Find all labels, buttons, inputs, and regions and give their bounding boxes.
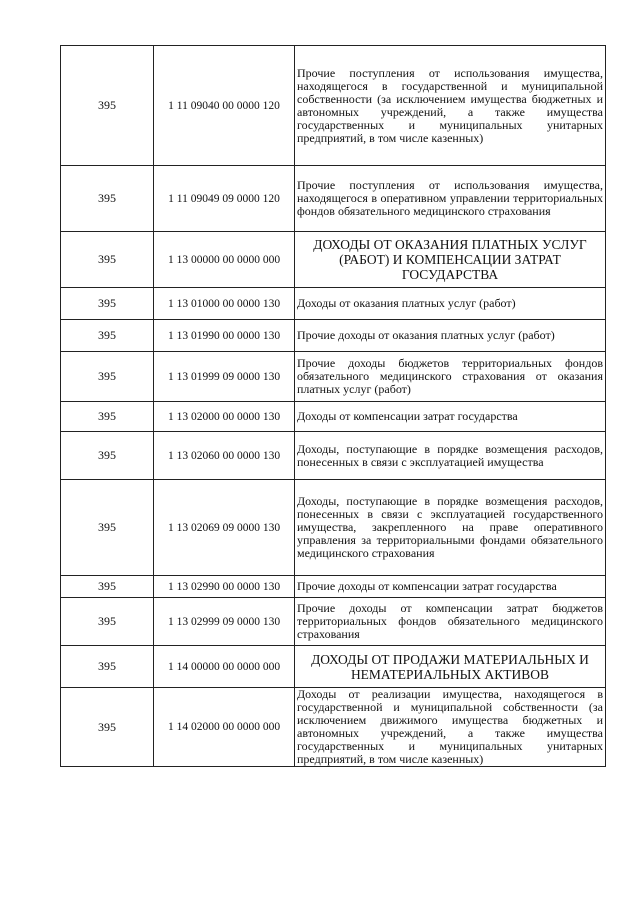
table-row: [61, 688, 606, 767]
budget-code-cell: 1 13 02990 00 0000 130: [154, 576, 295, 598]
section-heading-cell: ДОХОДЫ ОТ ПРОДАЖИ МАТЕРИАЛЬНЫХ И НЕМАТЕРИАЛЬНЫХ АКТИВОВ: [295, 646, 606, 688]
admin-code-cell: 395: [61, 288, 154, 320]
budget-code-cell: 1 14 02000 00 0000 000: [154, 688, 295, 767]
budget-code-cell: 1 11 09049 09 0000 120: [154, 166, 295, 232]
table-row: [61, 576, 606, 598]
income-name-cell: Прочие поступления от использования имущества, находящегося в оперативном управлении территориальных фондов обязательного медицинского страхования: [295, 166, 606, 232]
admin-code-cell: 395: [61, 232, 154, 288]
table-row: [61, 480, 606, 576]
table-row: [61, 46, 606, 166]
budget-code-cell: 1 13 02999 09 0000 130: [154, 598, 295, 646]
table-row: [61, 352, 606, 402]
income-name-cell: Доходы от оказания платных услуг (работ): [295, 288, 606, 320]
table-body: [61, 46, 606, 767]
table-row: [61, 402, 606, 432]
admin-code-cell: 395: [61, 352, 154, 402]
section-heading-cell: ДОХОДЫ ОТ ОКАЗАНИЯ ПЛАТНЫХ УСЛУГ (РАБОТ) И КОМПЕНСАЦИИ ЗАТРАТ ГОСУДАРСТВА: [295, 232, 606, 288]
budget-code-cell: 1 13 01999 09 0000 130: [154, 352, 295, 402]
budget-code-cell: 1 13 00000 00 0000 000: [154, 232, 295, 288]
admin-code-cell: 395: [61, 688, 154, 767]
income-name-cell: Доходы, поступающие в порядке возмещения расходов, понесенных в связи с эксплуатацией имущества: [295, 432, 606, 480]
table-row: [61, 320, 606, 352]
admin-code-cell: 395: [61, 166, 154, 232]
income-name-cell: Прочие доходы бюджетов территориальных фондов обязательного медицинского страхования от оказания платных услуг (работ): [295, 352, 606, 402]
admin-code-cell: 395: [61, 480, 154, 576]
budget-code-cell: 1 13 01000 00 0000 130: [154, 288, 295, 320]
budget-classification-table: [60, 45, 606, 767]
table-row: [61, 166, 606, 232]
budget-code-cell: 1 13 01990 00 0000 130: [154, 320, 295, 352]
income-name-cell: Прочие поступления от использования имущества, находящегося в государственной и муниципальной собственности (за исключением имущества бюджетных и автономных учреждений, а также имущества государственных и муниципальных унитарных предприятий, в том числе казенных): [295, 46, 606, 166]
table-row: [61, 646, 606, 688]
admin-code-cell: 395: [61, 432, 154, 480]
admin-code-cell: 395: [61, 320, 154, 352]
admin-code-cell: 395: [61, 598, 154, 646]
admin-code-cell: 395: [61, 402, 154, 432]
table-row: [61, 432, 606, 480]
admin-code-cell: 395: [61, 646, 154, 688]
income-name-cell: Доходы, поступающие в порядке возмещения расходов, понесенных в связи с эксплуатацией государственного имущества, закрепленного на праве оперативного управления за территориальными фондами обязательного медицинского страхования: [295, 480, 606, 576]
income-name-cell: Прочие доходы от компенсации затрат бюджетов территориальных фондов обязательного медицинского страхования: [295, 598, 606, 646]
income-name-cell: Доходы от реализации имущества, находящегося в государственной и муниципальной собственности (за исключением движимого имущества бюджетных и автономных учреждений, а также имущества государственных и муниципальных унитарных предприятий, в том числе казенных): [295, 688, 606, 767]
admin-code-cell: 395: [61, 46, 154, 166]
table-row: [61, 598, 606, 646]
table-row: [61, 288, 606, 320]
income-name-cell: Прочие доходы от компенсации затрат государства: [295, 576, 606, 598]
budget-code-cell: 1 13 02000 00 0000 130: [154, 402, 295, 432]
table-row: [61, 232, 606, 288]
budget-code-cell: 1 14 00000 00 0000 000: [154, 646, 295, 688]
admin-code-cell: 395: [61, 576, 154, 598]
income-name-cell: Прочие доходы от оказания платных услуг (работ): [295, 320, 606, 352]
income-name-cell: Доходы от компенсации затрат государства: [295, 402, 606, 432]
budget-code-cell: 1 13 02060 00 0000 130: [154, 432, 295, 480]
budget-code-cell: 1 13 02069 09 0000 130: [154, 480, 295, 576]
budget-code-cell: 1 11 09040 00 0000 120: [154, 46, 295, 166]
